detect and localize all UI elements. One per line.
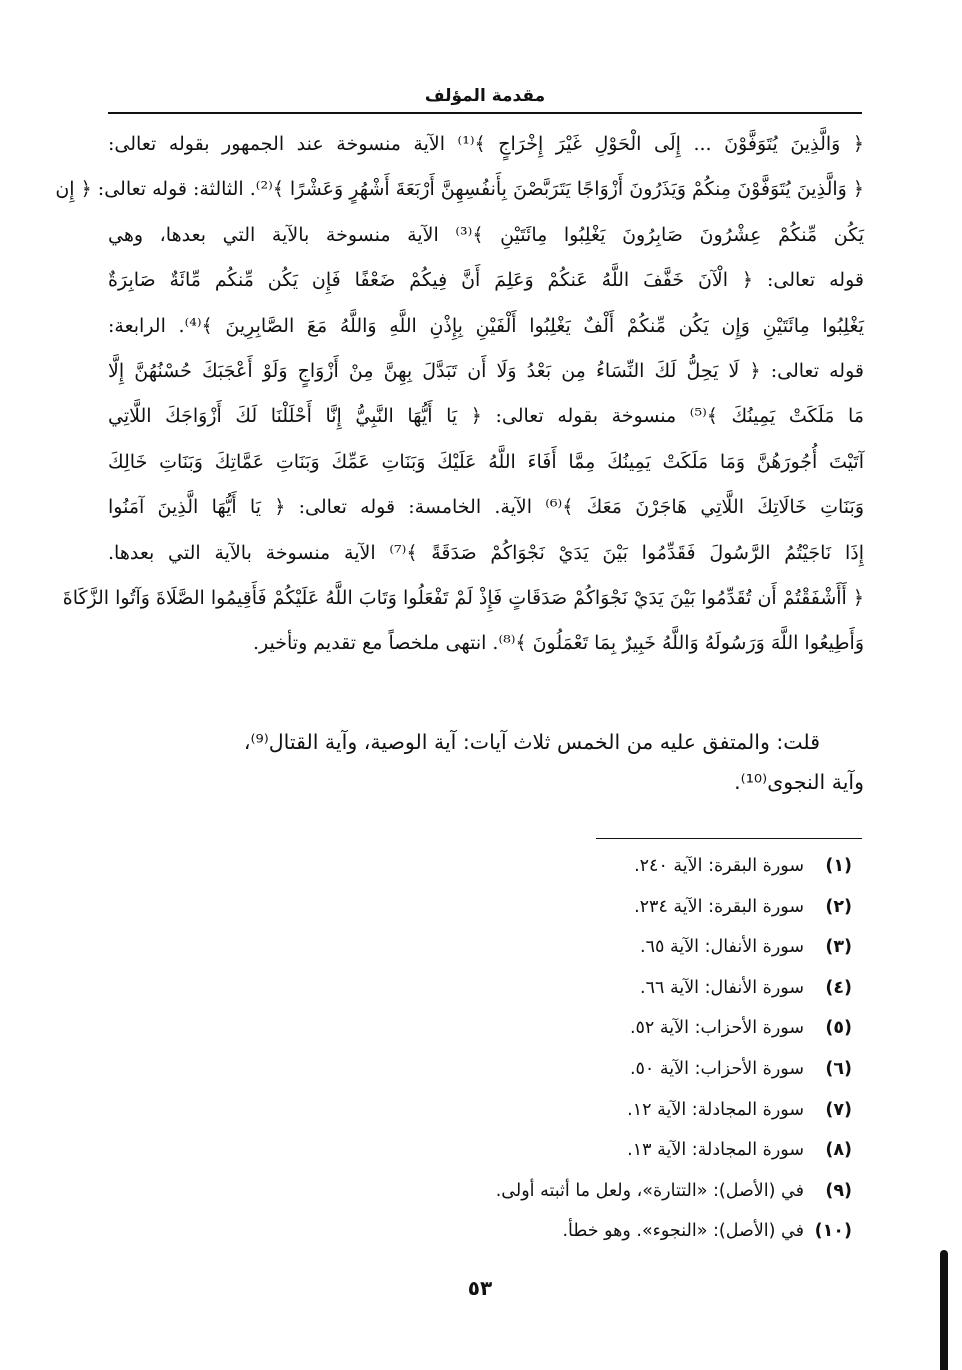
footnote [108,968,862,1009]
footnotes-list [108,846,862,1252]
header-rule [108,112,862,114]
footnote [108,887,862,928]
footnote [108,846,862,887]
running-header: مقدمة المؤلف [424,86,546,106]
footnote-text: سورة المجادلة: الآية ١٣. [627,1140,804,1161]
paragraph-line: وآية النجوى⁽¹⁰⁾. [734,770,864,794]
footnote [108,1171,862,1212]
footnote [108,1049,862,1090]
footnote-text: سورة البقرة: الآية ٢٣٤. [634,896,804,917]
footnote-number: (١٠) [814,1221,852,1242]
footnote-text: سورة الأنفال: الآية ٦٥. [639,937,804,958]
scan-edge-mark [940,1250,948,1370]
page-number: ٥٣ [467,1276,493,1300]
text-line: آتَيْتَ أُجُورَهُنَّ وَمَا مَلَكَتْ يَمِينُكَ مِمَّا أَفَاءَ اللَّهُ عَلَيْكَ وَبَنَاتِ عَمِّكَ وَبَنَاتِ عَمَّاتِكَ وَبَنَاتِ خَالِكَ [108,450,864,473]
text-line: إِذَا نَاجَيْتُمُ الرَّسُولَ فَقَدِّمُوا بَيْنَ يَدَيْ نَجْوَاكُمْ صَدَقَةً ﴾⁽⁷⁾ الآية منسوخة بالآية التي بعدها. [108,541,864,564]
text-line: مَا مَلَكَتْ يَمِينُكَ ﴾⁽⁵⁾ منسوخة بقوله تعالى: ﴿ يَا أَيُّهَا النَّبِيُّ إِنَّا أَحْلَلْنَا لَكَ أَزْوَاجَكَ اللَّاتِي [108,405,864,428]
footnote [108,1008,862,1049]
footnote-number: (٨) [825,1140,852,1161]
footnote-number: (٤) [825,977,852,998]
footnote-text: في (الأصل): «النجوء». وهو خطأ. [562,1221,804,1242]
footnote-number: (١) [825,856,852,876]
footnote-separator [596,838,862,839]
author-paragraph [108,722,864,802]
footnote [108,1211,862,1252]
footnote [108,1130,862,1171]
footnote-text: سورة البقرة: الآية ٢٤٠. [634,856,804,876]
text-line: وَبَنَاتِ خَالَاتِكَ اللَّاتِي هَاجَرْنَ مَعَكَ ﴾⁽⁶⁾ الآية. الخامسة: قوله تعالى: ﴿ يَا أَيُّهَا الَّذِينَ آمَنُوا [108,496,865,519]
text-line: قوله تعالى: ﴿ لَا يَحِلُّ لَكَ النِّسَاءُ مِن بَعْدُ وَلَا أَن تَبَدَّلَ بِهِنَّ مِنْ أَزْوَاجٍ وَلَوْ أَعْجَبَكَ حُسْنُهُنَّ إِلَّا [108,359,864,382]
text-line: ﴿ أَأَشْفَقْتُمْ أَن تُقَدِّمُوا بَيْنَ يَدَيْ نَجْوَاكُمْ صَدَقَاتٍ فَإِذْ لَمْ تَفْعَلُوا وَتَابَ اللَّهُ عَلَيْكُمْ فَأَقِيمُوا الصَّلَاةَ وَآتُوا الزَّكَاةَ [62,586,864,609]
footnote-number: (٧) [825,1099,852,1120]
text-line: وَأَطِيعُوا اللَّهَ وَرَسُولَهُ وَاللَّهُ خَبِيرٌ بِمَا تَعْمَلُونَ ﴾⁽⁸⁾. انتهى ملخصاً مع تقديم وتأخير. [252,632,864,655]
footnote-text: سورة الأحزاب: الآية ٥٠. [629,1058,804,1079]
footnote [108,1090,862,1131]
main-text [55,122,865,667]
text-line: قوله تعالى: ﴿ الْآنَ خَفَّفَ اللَّهُ عَنكُمْ وَعَلِمَ أَنَّ فِيكُمْ ضَعْفًا فَإِن يَكُن مِّنكُم مِّائَةٌ صَابِرَةٌ [108,269,864,292]
footnote-number: (٢) [825,896,852,917]
footnote-text: سورة الأنفال: الآية ٦٦. [639,977,804,998]
footnote-number: (٦) [825,1058,852,1079]
text-line: يَغْلِبُوا مِائَتَيْنِ وَإِن يَكُن مِّنكُمْ أَلْفٌ يَغْلِبُوا أَلْفَيْنِ بِإِذْنِ اللَّهِ وَاللَّهُ مَعَ الصَّابِرِينَ ﴾⁽⁴⁾. الرابعة: [108,314,865,337]
footnote-text: في (الأصل): «التتارة»، ولعل ما أثبته أولى. [495,1180,804,1201]
paragraph-line: قلت: والمتفق عليه من الخمس ثلاث آيات: آية الوصية، وآية القتال⁽⁹⁾، [243,730,820,754]
footnote [108,927,862,968]
footnote-text: سورة الأحزاب: الآية ٥٢. [629,1018,804,1039]
footnote-number: (٣) [825,937,852,958]
text-line: ﴿ وَالَّذِينَ يُتَوَفَّوْنَ مِنكُمْ وَيَذَرُونَ أَزْوَاجًا يَتَرَبَّصْنَ بِأَنفُسِهِنَّ أَرْبَعَةَ أَشْهُرٍ وَعَشْرًا ﴾⁽²⁾. الثالثة: قوله تعالى: ﴿ إِن [55,178,864,201]
footnote-number: (٥) [825,1018,852,1039]
footnote-number: (٩) [825,1180,852,1201]
text-line: ﴿ وَالَّذِينَ يُتَوَفَّوْنَ ... إِلَى الْحَوْلِ غَيْرَ إِخْرَاجٍ ﴾⁽¹⁾ الآية منسوخة عند الجمهور بقوله تعالى: [108,133,864,155]
footnote-text: سورة المجادلة: الآية ١٢. [627,1099,804,1120]
text-line: يَكُن مِّنكُمْ عِشْرُونَ صَابِرُونَ يَغْلِبُوا مِائَتَيْنِ ﴾⁽³⁾ الآية منسوخة بالآية التي بعدها، وهي [108,223,864,246]
